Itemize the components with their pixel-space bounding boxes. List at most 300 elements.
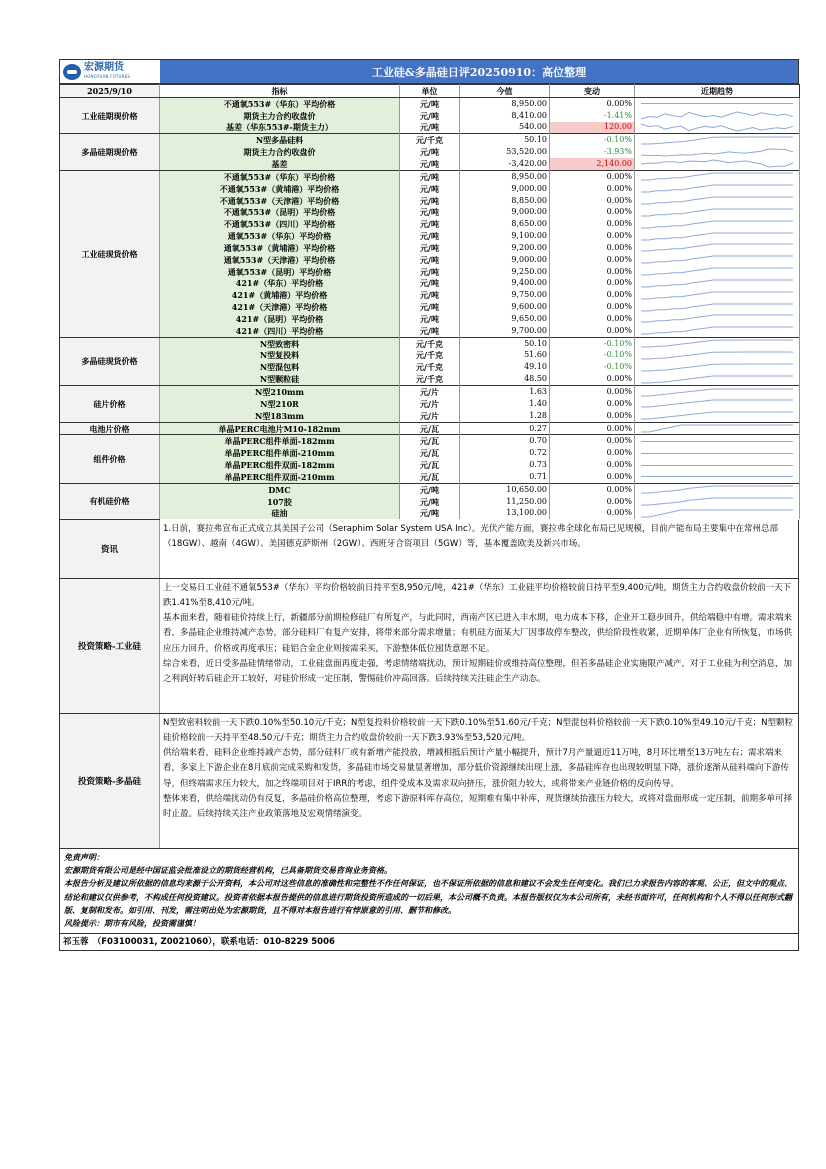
trend-sparkline <box>635 266 800 278</box>
change-value: 0.00% <box>606 313 632 323</box>
change-cell <box>550 361 635 373</box>
change-value: -0.10% <box>603 350 632 360</box>
change-value: 0.00% <box>606 496 632 506</box>
change-value: 0.00% <box>606 484 632 494</box>
trend-sparkline <box>635 146 800 158</box>
change-cell <box>550 110 635 122</box>
report-frame <box>59 59 799 951</box>
change-cell <box>550 278 635 290</box>
indicator-cell: 421#（华东）平均价格 <box>160 278 400 290</box>
strategy-paragraph: 供给端来看，硅料企业维持减产态势，部分硅料厂或有新增产能投放，增减相抵后预计产量小幅提升，预计7月产量逼近11万吨，8月环比增至13万吨左右；需求端来看，多家上下游企业在8月底前完成采购和发货，多晶硅市场交易量显著增加，部分低价资源继续出现上涨，多晶硅库存也出现较明显下降，涨价逐渐从硅料端向下游传导，但终端需求压力较大，加之终端项目对于IRR的考虑，组件受成本及需求双向挤压，涨价阻力较大，或将带来产业链价格的反向传导。 <box>163 748 789 789</box>
value-cell: 51.60 <box>460 350 550 362</box>
disclaimer <box>59 849 799 934</box>
indicator-cell: 不通氧553#（黄埔港）平均价格 <box>160 183 400 195</box>
sparkline-series <box>641 352 793 359</box>
sparkline-series <box>641 304 793 311</box>
category-cell: 工业硅现货价格 <box>60 170 160 337</box>
company-logo <box>60 60 160 83</box>
indicator-cell: 不通氧553#（华东）平均价格 <box>160 170 400 182</box>
table-row <box>60 496 800 508</box>
unit-cell: 元/吨 <box>400 289 460 301</box>
sparkline-chart <box>637 110 797 121</box>
table-row <box>60 206 800 218</box>
change-cell <box>550 313 635 325</box>
table-row <box>60 459 800 471</box>
change-value: 0.00% <box>606 325 632 335</box>
sparkline-series <box>641 327 793 334</box>
news-section <box>59 520 799 579</box>
sparkline-series <box>641 340 793 347</box>
value-cell: -3,420.00 <box>460 158 550 170</box>
value-cell: 9,000.00 <box>460 206 550 218</box>
trend-sparkline <box>635 398 800 410</box>
table-row <box>60 242 800 254</box>
change-value: 0.00% <box>606 460 632 470</box>
table-row <box>60 313 800 325</box>
indicator-cell: N型多晶硅料 <box>160 134 400 146</box>
table-row <box>60 134 800 146</box>
change-value: 0.00% <box>606 387 632 397</box>
indicator-cell: N型颗粒硅 <box>160 373 400 385</box>
sparkline-chart <box>637 484 797 495</box>
sparkline-series <box>641 221 793 228</box>
unit-cell: 元/瓦 <box>400 422 460 435</box>
value-cell: 0.73 <box>460 459 550 471</box>
table-row <box>60 301 800 313</box>
table-row <box>60 183 800 195</box>
change-cell <box>550 230 635 242</box>
logo-mark-icon <box>63 64 81 80</box>
category-cell: 电池片价格 <box>60 422 160 435</box>
unit-cell: 元/吨 <box>400 146 460 158</box>
indicator-cell: 通氧553#（昆明）平均价格 <box>160 266 400 278</box>
change-value: 0.00% <box>606 374 632 384</box>
table-header-row <box>60 85 800 98</box>
sparkline-series <box>641 197 793 204</box>
trend-sparkline <box>635 459 800 471</box>
price-table <box>59 84 800 520</box>
table-row <box>60 410 800 422</box>
trend-sparkline <box>635 134 800 146</box>
value-cell: 0.72 <box>460 447 550 459</box>
change-value: 0.00% <box>606 207 632 217</box>
value-cell: 0.70 <box>460 435 550 447</box>
value-cell: 9,400.00 <box>460 278 550 290</box>
trend-sparkline <box>635 206 800 218</box>
value-cell: 9,100.00 <box>460 230 550 242</box>
trend-sparkline <box>635 254 800 266</box>
change-cell <box>550 97 635 109</box>
sparkline-chart <box>637 460 797 471</box>
strategy-paragraph: 整体来看，供给端扰动仍有反复，多晶硅价格高位整理，考虑下游原料库存高位，短期难有集中补库，现货继续抬涨压力较大，或将对盘面形成一定压制，前期多单可择时止盈。后续持续关注产业政策落地及宏观情绪演变。 <box>163 793 793 820</box>
change-value: 0.00% <box>606 410 632 420</box>
indicator-cell: 单晶PERC组件单面-182mm <box>160 435 400 447</box>
unit-cell: 元/吨 <box>400 122 460 134</box>
sparkline-series <box>641 173 793 180</box>
change-value: 0.00% <box>606 508 632 518</box>
trend-sparkline <box>635 447 800 459</box>
table-row <box>60 289 800 301</box>
indicator-cell: 硅油 <box>160 508 400 520</box>
trend-sparkline <box>635 242 800 254</box>
category-cell: 多晶硅期现价格 <box>60 134 160 171</box>
indicator-cell: DMC <box>160 483 400 495</box>
unit-cell: 元/吨 <box>400 97 460 109</box>
logo-name: 宏源期货 <box>84 61 124 73</box>
change-cell <box>550 483 635 495</box>
unit-cell: 元/吨 <box>400 158 460 170</box>
report-header <box>59 59 799 84</box>
report-title: 工业硅&多晶硅日评20250910：高位整理 <box>160 60 798 83</box>
trend-sparkline <box>635 361 800 373</box>
table-row <box>60 337 800 349</box>
value-cell: 9,250.00 <box>460 266 550 278</box>
change-value: 0.00% <box>606 231 632 241</box>
sparkline-chart <box>637 254 797 265</box>
change-value: -3.93% <box>603 147 632 157</box>
indicator-cell: N型复投料 <box>160 350 400 362</box>
unit-cell: 元/千克 <box>400 373 460 385</box>
unit-cell: 元/瓦 <box>400 435 460 447</box>
sparkline-series <box>641 389 793 396</box>
sparkline-series <box>641 498 793 505</box>
disclaimer-line: 免责声明： <box>64 851 104 862</box>
value-cell: 9,000.00 <box>460 183 550 195</box>
unit-cell: 元/吨 <box>400 301 460 313</box>
indicator-cell: 单晶PERC电池片M10-182mm <box>160 422 400 435</box>
value-cell: 1.28 <box>460 410 550 422</box>
trend-sparkline <box>635 301 800 313</box>
change-value: -0.10% <box>603 135 632 145</box>
sparkline-chart <box>637 171 797 182</box>
category-cell: 硅片价格 <box>60 386 160 423</box>
unit-cell: 元/吨 <box>400 183 460 195</box>
table-row <box>60 266 800 278</box>
strategy-paragraph: 基本面来看，随着硅价持续上行，新疆部分前期检修硅厂有所复产，与此同时，西南产区已进入丰水期，电力成本下移，企业开工稳步回升，供给端稳中有增。需求端来看，多晶硅企业维持减产态势，部分硅料厂有复产安排，将带来部分需求增量；有机硅方面某大厂因事故停车整改，供给阶段性收紧，近期单体厂企业有所恢复，市场供应压力回升，价格或再度承压；硅铝合金企业则按需采买，下游整体低位囤货意愿不足。 <box>163 613 793 654</box>
sparkline-chart <box>637 290 797 301</box>
change-value: 0.00% <box>606 98 632 108</box>
sparkline-chart <box>637 398 797 409</box>
trend-sparkline <box>635 435 800 447</box>
value-cell: 1.40 <box>460 398 550 410</box>
indicator-cell: N型混包料 <box>160 361 400 373</box>
trend-sparkline <box>635 278 800 290</box>
indicator-cell: 不通氧553#（昆明）平均价格 <box>160 206 400 218</box>
change-cell <box>550 398 635 410</box>
change-cell <box>550 373 635 385</box>
change-cell <box>550 134 635 146</box>
strategy-paragraph: 上一交易日工业硅不通氧553#（华东）平均价格较前日持平至8,950元/吨，421#（华东）工业硅平均价格较前日持平至9,400元/吨，期货主力合约收盘价较前一天下跌1.41%至8,410元/吨。 <box>163 582 792 609</box>
unit-cell: 元/千克 <box>400 350 460 362</box>
value-cell: 49.10 <box>460 361 550 373</box>
category-cell: 组件价格 <box>60 435 160 483</box>
indicator-cell: N型210R <box>160 398 400 410</box>
indicator-cell: 单晶PERC组件单面-210mm <box>160 447 400 459</box>
change-cell <box>550 158 635 170</box>
category-cell: 多晶硅现货价格 <box>60 337 160 385</box>
unit-cell: 元/吨 <box>400 508 460 520</box>
sparkline-chart <box>637 266 797 277</box>
category-cell: 有机硅价格 <box>60 483 160 519</box>
change-value: 0.00% <box>606 471 632 481</box>
sparkline-series <box>641 137 793 144</box>
sparkline-chart <box>637 448 797 459</box>
change-value: 2,140.00 <box>596 158 632 168</box>
table-row <box>60 508 800 520</box>
table-row <box>60 97 800 109</box>
sparkline-chart <box>637 158 797 169</box>
sparkline-chart <box>637 471 797 482</box>
sparkline-series <box>641 315 793 322</box>
value-cell: 8,950.00 <box>460 97 550 109</box>
strategy-paragraph: 综合来看，近日受多晶硅情绪带动，工业硅盘面再度走强，考虑情绪端扰动，预计短期硅价或维持高位整理，但若多晶硅企业实施限产减产，对于工业硅为利空消息，加之利润好转后硅企开工较好，对硅价形成一定压制，警惕硅价冲高回落。后续持续关注硅企生产动态。 <box>163 658 793 685</box>
change-value: 0.00% <box>606 278 632 288</box>
sparkline-series <box>641 268 793 275</box>
unit-cell: 元/吨 <box>400 483 460 495</box>
sparkline-chart <box>637 195 797 206</box>
value-cell: 11,250.00 <box>460 496 550 508</box>
change-value: 0.00% <box>606 423 632 433</box>
unit-cell: 元/吨 <box>400 206 460 218</box>
value-cell: 8,950.00 <box>460 170 550 182</box>
sparkline-series <box>641 425 793 432</box>
table-row <box>60 218 800 230</box>
indicator-cell: 期货主力合约收盘价 <box>160 146 400 158</box>
date-header: 2025/9/10 <box>60 85 160 98</box>
indicator-cell: N型致密料 <box>160 337 400 349</box>
value-cell: 8,410.00 <box>460 110 550 122</box>
change-value: 0.00% <box>606 219 632 229</box>
table-row <box>60 361 800 373</box>
table-row <box>60 471 800 483</box>
trend-sparkline <box>635 170 800 182</box>
indicator-cell: 421#（天津港）平均价格 <box>160 301 400 313</box>
indicator-cell: 不通氧553#（天津港）平均价格 <box>160 195 400 207</box>
sparkline-series <box>641 280 793 287</box>
table-row <box>60 122 800 134</box>
trend-sparkline <box>635 483 800 495</box>
sparkline-chart <box>637 374 797 385</box>
indicator-cell: 单晶PERC组件双面-210mm <box>160 471 400 483</box>
change-cell <box>550 266 635 278</box>
sparkline-chart <box>637 207 797 218</box>
change-value: 0.00% <box>606 183 632 193</box>
news-paragraph: 1.日前，赛拉弗宣布正式成立其美国子公司（Seraphim Solar System USA Inc）。光伏产能方面，赛拉弗全球化布局已见规模，目前产能布局主要集中在常州总部（18GW）、越南（4GW）、美国德克萨斯州（2GW）、西班牙合资项目（5GW）等，基本覆盖欧美及新兴市场。 <box>163 523 778 550</box>
sparkline-chart <box>637 313 797 324</box>
table-row <box>60 230 800 242</box>
unit-cell: 元/瓦 <box>400 459 460 471</box>
sparkline-chart <box>637 496 797 507</box>
unit-cell: 元/吨 <box>400 230 460 242</box>
sparkline-series <box>641 160 793 167</box>
sparkline-chart <box>637 410 797 421</box>
sparkline-chart <box>637 362 797 373</box>
trend-sparkline <box>635 122 800 134</box>
change-cell <box>550 496 635 508</box>
sparkline-chart <box>637 350 797 361</box>
change-header: 变动 <box>550 85 635 98</box>
sparkline-chart <box>637 325 797 336</box>
value-cell: 9,750.00 <box>460 289 550 301</box>
value-cell: 540.00 <box>460 122 550 134</box>
sparkline-series <box>641 364 793 371</box>
change-value: 0.00% <box>606 436 632 446</box>
change-cell <box>550 254 635 266</box>
trend-sparkline <box>635 230 800 242</box>
disclaimer-line: 宏源期货有限公司是经中国证监会批准设立的期货经营机构，已具备期货交易咨询业务资格。 <box>64 865 392 876</box>
change-cell <box>550 122 635 134</box>
change-cell <box>550 508 635 520</box>
sparkline-chart <box>637 122 797 133</box>
logo-name-en: HONGYUAN FUTURES <box>84 73 131 79</box>
unit-cell: 元/吨 <box>400 313 460 325</box>
indicator-cell: 通氧553#（华东）平均价格 <box>160 230 400 242</box>
value-cell: 9,700.00 <box>460 325 550 337</box>
sparkline-chart <box>637 436 797 447</box>
sparkline-chart <box>637 219 797 230</box>
change-value: 0.00% <box>606 266 632 276</box>
strategy-poly-text <box>160 714 798 848</box>
table-row <box>60 195 800 207</box>
change-cell <box>550 410 635 422</box>
trend-sparkline <box>635 410 800 422</box>
indicator-cell: N型183mm <box>160 410 400 422</box>
sparkline-series <box>641 209 793 216</box>
unit-cell: 元/瓦 <box>400 447 460 459</box>
table-row <box>60 447 800 459</box>
sparkline-series <box>641 244 793 251</box>
change-value: 0.00% <box>606 195 632 205</box>
value-cell: 53,520.00 <box>460 146 550 158</box>
sparkline-series <box>641 112 793 119</box>
sparkline-chart <box>637 183 797 194</box>
change-cell <box>550 447 635 459</box>
strategy-paragraph: N型致密料较前一天下跌0.10%至50.10元/千克；N型复投料价格较前一天下跌0.10%至51.60元/千克；N型混包料价格较前一天下跌0.10%至49.10元/千克；N型颗粒硅价格较前一天持平至48.50元/千克；期货主力合约收盘价较前一天下跌3.93%至53,520元/吨。 <box>163 717 794 744</box>
trend-sparkline <box>635 373 800 385</box>
unit-cell: 元/吨 <box>400 254 460 266</box>
change-value: 0.00% <box>606 398 632 408</box>
value-cell: 9,650.00 <box>460 313 550 325</box>
unit-cell: 元/瓦 <box>400 471 460 483</box>
trend-sparkline <box>635 183 800 195</box>
indicator-cell: 期货主力合约收盘价 <box>160 110 400 122</box>
sparkline-series <box>641 292 793 299</box>
value-cell: 50.10 <box>460 337 550 349</box>
sparkline-chart <box>637 302 797 313</box>
disclaimer-line: 本报告分析及建议所依据的信息均来源于公开资料，本公司对这些信息的准确性和完整性不作任何保证，也不保证所依据的信息和建议不会发生任何变化。我们已力求报告内容的客观、公正，但文中的观点、结论和建议仅供参考，不构成任何投资建议。投资者依据本报告提供的信息进行期货投资所造成的一切后果，本公司概不负责。本报告版权仅为本公司所有，未经书面许可，任何机构和个人不得以任何形式翻版、复制和发布。如引用、刊发，需注明出处为宏源期货，且不得对本报告进行有悖原意的引用、删节和修改。 <box>64 878 792 916</box>
trend-sparkline <box>635 97 800 109</box>
sparkline-series <box>641 510 793 517</box>
unit-cell: 元/千克 <box>400 134 460 146</box>
table-row <box>60 278 800 290</box>
unit-cell: 元/片 <box>400 410 460 422</box>
trend-sparkline <box>635 386 800 398</box>
value-cell: 1.63 <box>460 386 550 398</box>
table-row <box>60 146 800 158</box>
indicator-header: 指标 <box>160 85 400 98</box>
indicator-cell: 基差 <box>160 158 400 170</box>
table-row <box>60 254 800 266</box>
trend-sparkline <box>635 337 800 349</box>
value-cell: 13,100.00 <box>460 508 550 520</box>
news-label: 资讯 <box>60 520 160 578</box>
table-row <box>60 350 800 362</box>
indicator-cell: 通氧553#（天津港）平均价格 <box>160 254 400 266</box>
value-cell: 8,850.00 <box>460 195 550 207</box>
change-cell <box>550 435 635 447</box>
change-value: -0.10% <box>603 362 632 372</box>
change-cell <box>550 289 635 301</box>
change-cell <box>550 386 635 398</box>
strategy-poly-section <box>59 714 799 849</box>
sparkline-series <box>641 412 793 419</box>
sparkline-series <box>641 124 793 131</box>
disclaimer-line: 风险提示：期市有风险，投资需谨慎！ <box>64 918 200 929</box>
indicator-cell: N型210mm <box>160 386 400 398</box>
unit-cell: 元/吨 <box>400 278 460 290</box>
change-value: 0.00% <box>606 242 632 252</box>
unit-cell: 元/吨 <box>400 266 460 278</box>
change-cell <box>550 183 635 195</box>
sparkline-chart <box>637 508 797 519</box>
trend-header: 近期趋势 <box>635 85 800 98</box>
sparkline-series <box>641 149 793 156</box>
sparkline-series <box>641 256 793 263</box>
indicator-cell: 421#（四川）平均价格 <box>160 325 400 337</box>
table-row <box>60 158 800 170</box>
indicator-cell: 421#（昆明）平均价格 <box>160 313 400 325</box>
indicator-cell: 基差（华东553#-期货主力） <box>160 122 400 134</box>
indicator-cell: 通氧553#（黄埔港）平均价格 <box>160 242 400 254</box>
indicator-cell: 107胶 <box>160 496 400 508</box>
trend-sparkline <box>635 471 800 483</box>
trend-sparkline <box>635 313 800 325</box>
unit-cell: 元/吨 <box>400 218 460 230</box>
trend-sparkline <box>635 218 800 230</box>
value-cell: 9,200.00 <box>460 242 550 254</box>
value-cell: 8,650.00 <box>460 218 550 230</box>
unit-cell: 元/吨 <box>400 110 460 122</box>
unit-cell: 元/吨 <box>400 170 460 182</box>
change-cell <box>550 422 635 435</box>
trend-sparkline <box>635 325 800 337</box>
category-cell: 工业硅期现价格 <box>60 97 160 134</box>
change-cell <box>550 471 635 483</box>
sparkline-chart <box>637 338 797 349</box>
unit-cell: 元/千克 <box>400 337 460 349</box>
trend-sparkline <box>635 158 800 170</box>
sparkline-chart <box>637 242 797 253</box>
value-cell: 10,650.00 <box>460 483 550 495</box>
news-text <box>160 520 798 578</box>
trend-sparkline <box>635 289 800 301</box>
strategy-poly-label: 投资策略-多晶硅 <box>60 714 160 848</box>
unit-cell: 元/千克 <box>400 361 460 373</box>
indicator-cell: 单晶PERC组件双面-182mm <box>160 459 400 471</box>
change-cell <box>550 206 635 218</box>
sparkline-series <box>641 400 793 407</box>
unit-cell: 元/吨 <box>400 325 460 337</box>
value-cell: 0.27 <box>460 422 550 435</box>
sparkline-series <box>641 376 793 383</box>
analyst-contact: 祁玉蓉 （F03100031, Z0021060），联系电话：010-8229 5006 <box>59 934 799 951</box>
table-row <box>60 325 800 337</box>
change-cell <box>550 195 635 207</box>
table-row <box>60 435 800 447</box>
value-cell: 9,600.00 <box>460 301 550 313</box>
change-cell <box>550 170 635 182</box>
sparkline-chart <box>637 387 797 398</box>
